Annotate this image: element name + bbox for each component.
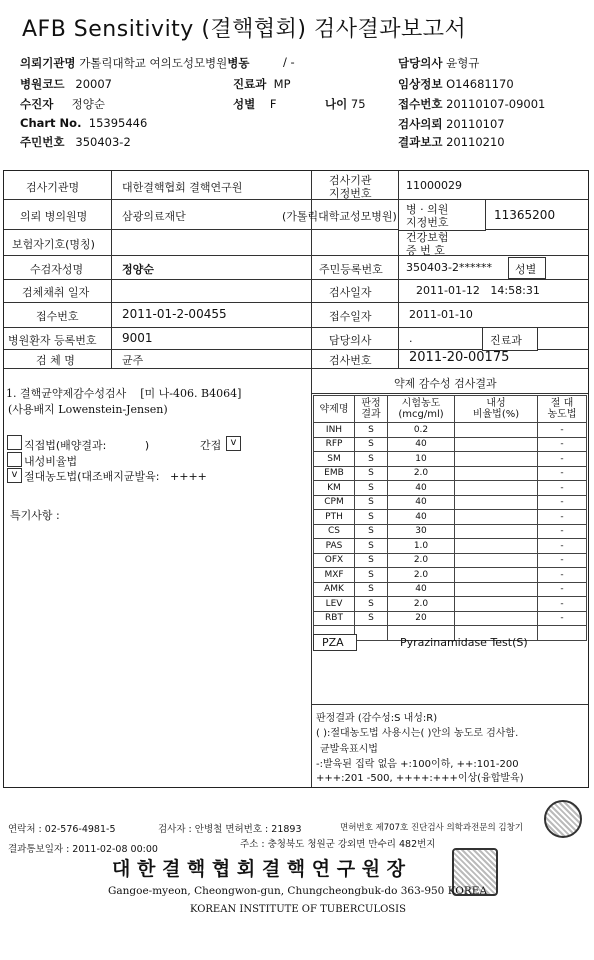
header-request-date: 검사의뢰 20110107 <box>398 117 505 131</box>
abs-cell: - <box>538 423 587 438</box>
drug-cell: CS <box>314 524 355 539</box>
drug-cell: KM <box>314 481 355 496</box>
abs-cell: - <box>538 437 587 452</box>
hosp-id-label-2: 지정번호 <box>406 216 449 229</box>
header-institution: 의뢰기관명 가톨릭대학교 여의도성모병원병동 <box>20 56 250 70</box>
footer-phone: 연락처 : 02-576-4981-5 <box>8 824 116 835</box>
receipt-no-label: 접수번호 <box>36 310 79 323</box>
medium-line: (사용배지 Lowenstein-Jensen) <box>8 403 168 416</box>
table-row <box>314 568 587 583</box>
lab-name-label: 검사기관명 <box>26 181 80 194</box>
report-title: AFB Sensitivity (결핵협회) 검사결과보고서 <box>22 17 467 42</box>
table-row <box>314 539 587 554</box>
ratio-cell <box>455 495 538 510</box>
method-line: 1. 결핵균약제감수성검사 [미 나-406. B4064] <box>6 387 242 400</box>
col-drug: 약제명 <box>314 396 355 423</box>
conc-cell: 40 <box>388 437 455 452</box>
hosp-id-value: 11365200 <box>494 208 556 222</box>
legend-line-5: +++:201 -500, ++++:+++이상(융합발육) <box>316 773 524 784</box>
lab-id-label-1: 검사기관 <box>329 174 372 187</box>
abs-cell: - <box>538 539 587 554</box>
specimen-value: 균주 <box>122 354 144 367</box>
doctor-label: 담당의사 <box>329 334 372 347</box>
ratio-cell <box>455 539 538 554</box>
conc-cell: 40 <box>388 582 455 597</box>
abs-cell: - <box>538 510 587 525</box>
result-cell: S <box>355 582 388 597</box>
conc-cell: 2.0 <box>388 553 455 568</box>
drug-cell: EMB <box>314 466 355 481</box>
org-name-en: KOREAN INSTITUTE OF TUBERCULOSIS <box>190 904 406 915</box>
drug-cell: LEV <box>314 597 355 612</box>
indirect-checkbox[interactable]: v <box>226 436 241 451</box>
specimen-label: 검 체 명 <box>36 354 75 367</box>
col-conc: 시험농도 (mcg/ml) <box>388 396 455 423</box>
test-no-value: 2011-20-00175 <box>409 350 510 365</box>
result-cell: S <box>355 568 388 583</box>
col-ratio: 내성 비율법(%) <box>455 396 538 423</box>
absolute-checkbox[interactable]: v <box>7 468 22 483</box>
result-cell: S <box>355 423 388 438</box>
drug-cell: MXF <box>314 568 355 583</box>
test-no-label: 검사번호 <box>329 354 372 367</box>
result-cell: S <box>355 524 388 539</box>
header-chart-no: Chart No. 15395446 <box>20 116 148 130</box>
conc-cell: 40 <box>388 510 455 525</box>
health-no-label-1: 건강보험 <box>406 231 449 244</box>
table-row <box>314 582 587 597</box>
director-seal <box>544 800 582 838</box>
conc-cell: 1.0 <box>388 539 455 554</box>
header-ward-value: / - <box>283 55 295 69</box>
drug-cell: RFP <box>314 437 355 452</box>
drug-cell: AMK <box>314 582 355 597</box>
remarks-label: 특기사항 : <box>10 509 60 522</box>
ratio-cell <box>455 611 538 626</box>
legend-line-2: ( ):절대농도법 사용시는( )안의 농도로 검사함. <box>316 728 519 739</box>
abs-cell: - <box>538 597 587 612</box>
result-cell: S <box>355 611 388 626</box>
conc-cell: 0.2 <box>388 423 455 438</box>
ratio-cell <box>455 582 538 597</box>
drug-cell: OFX <box>314 553 355 568</box>
patient-name-value: 정양순 <box>122 263 154 276</box>
dept-label: 진료과 <box>490 334 522 347</box>
test-date-value: 2011-01-12 14:58:31 <box>416 284 540 297</box>
abs-cell: - <box>538 466 587 481</box>
table-row <box>314 553 587 568</box>
insured-label: 보험자기호(명칭) <box>12 238 95 251</box>
sex-label: 성별 <box>515 263 537 276</box>
patient-reg-label: 병원환자 등록번호 <box>8 334 97 347</box>
ratio-cell <box>455 524 538 539</box>
lab-id-label-2: 지정번호 <box>329 187 372 200</box>
patient-reg-value: 9001 <box>122 331 153 345</box>
conc-cell: 40 <box>388 495 455 510</box>
ratio-cell <box>455 452 538 467</box>
ratio-cell <box>455 568 538 583</box>
conc-cell: 40 <box>388 481 455 496</box>
lab-id-value: 11000029 <box>406 179 462 192</box>
conc-cell: 2.0 <box>388 597 455 612</box>
footer-director: 면허번호 제707호 진단검사 의학과전문의 김창기 <box>340 823 524 833</box>
header-hospital-code: 병원코드 20007 <box>20 77 112 91</box>
ratio-cell <box>455 510 538 525</box>
footer-tester: 검사자 : 안병철 면허번호 : 21893 <box>158 824 302 835</box>
results-table <box>313 395 587 641</box>
table-row <box>314 452 587 467</box>
legend-line-4: -:발육된 집락 없음 +:100이하, ++:101-200 <box>316 759 519 770</box>
rrn-value: 350403-2****** <box>406 261 492 274</box>
table-row <box>314 423 587 438</box>
drug-cell: RBT <box>314 611 355 626</box>
absolute-label: 절대농도법(대조배지균발육: ++++ <box>24 470 207 483</box>
header-patient: 수진자 정양순 <box>20 97 105 111</box>
table-row <box>314 466 587 481</box>
collect-date-label: 검체채취 일자 <box>22 286 90 299</box>
org-address-en: Gangoe-myeon, Cheongwon-gun, Chungcheongbuk-do 363-950 KOREA <box>108 885 488 897</box>
result-cell: S <box>355 539 388 554</box>
ratio-cell <box>455 437 538 452</box>
ratio-cell <box>455 466 538 481</box>
footer-notify: 결과통보일자 : 2011-02-08 00:00 <box>8 844 158 855</box>
abs-cell: - <box>538 611 587 626</box>
header-rrn: 주민번호 350403-2 <box>20 135 131 149</box>
col-result: 판정 결과 <box>355 396 388 423</box>
test-date-label: 검사일자 <box>329 286 372 299</box>
rrn-label: 주민등록번호 <box>319 263 383 276</box>
legend-line-1: 판정결과 (감수성:S 내성:R) <box>316 713 438 724</box>
header-clinical-info: 임상정보 O14681170 <box>398 77 514 91</box>
result-cell: S <box>355 452 388 467</box>
indirect-label: 간접 <box>200 439 222 452</box>
req-hosp-sub: (가톨릭대학교성모병원) <box>282 210 397 223</box>
abs-cell: - <box>538 524 587 539</box>
pza-value: Pyrazinamidase Test(S) <box>400 636 528 649</box>
result-cell: S <box>355 510 388 525</box>
drug-cell: PAS <box>314 539 355 554</box>
table-row <box>314 597 587 612</box>
conc-cell: 2.0 <box>388 466 455 481</box>
header-age: 나이 75 <box>325 97 366 111</box>
abs-cell: - <box>538 481 587 496</box>
table-row <box>314 437 587 452</box>
ratio-cell <box>455 481 538 496</box>
drug-cell: INH <box>314 423 355 438</box>
results-heading: 약제 감수성 검사결과 <box>394 377 497 390</box>
table-row <box>314 524 587 539</box>
conc-cell: 20 <box>388 611 455 626</box>
org-name-ko: 대 한 결 핵 협 회 결 핵 연 구 원 장 <box>112 858 406 880</box>
receipt-date-value: 2011-01-10 <box>409 308 473 321</box>
header-report-date: 결과보고 20110210 <box>398 135 505 149</box>
col-abs: 절 대 농도법 <box>538 396 587 423</box>
conc-cell: 10 <box>388 452 455 467</box>
doctor-value: . <box>409 332 413 345</box>
legend-line-3: 균발육표시법 <box>320 744 378 755</box>
header-dept: 진료과 MP <box>233 77 291 91</box>
ratio-cell <box>455 597 538 612</box>
report-form <box>3 170 589 788</box>
receipt-date-label: 접수일자 <box>329 310 372 323</box>
direct-checkbox[interactable] <box>7 435 22 450</box>
abs-cell: - <box>538 568 587 583</box>
req-hosp-label: 의뢰 병의원명 <box>20 210 88 223</box>
abs-cell: - <box>538 553 587 568</box>
result-cell: S <box>355 495 388 510</box>
req-hosp-value: 삼광의료재단 <box>122 210 186 223</box>
lab-name-value: 대한결핵협회 결핵연구원 <box>122 181 243 194</box>
drug-cell: PTH <box>314 510 355 525</box>
footer-address: 주소 : 충청북도 청원군 강외면 만수리 482번지 <box>240 839 436 850</box>
proportion-label: 내성비율법 <box>24 455 78 468</box>
table-row <box>314 510 587 525</box>
header-doctor: 담당의사 윤형규 <box>398 56 480 70</box>
header-sex: 성별 F <box>233 97 277 111</box>
drug-cell: SM <box>314 452 355 467</box>
conc-cell: 2.0 <box>388 568 455 583</box>
result-cell: S <box>355 597 388 612</box>
drug-cell: CPM <box>314 495 355 510</box>
conc-cell: 30 <box>388 524 455 539</box>
table-row <box>314 611 587 626</box>
direct-label: 직접법(배양결과: ) <box>24 439 150 452</box>
hosp-id-label-1: 병 · 의원 <box>406 203 449 216</box>
health-no-label-2: 증 번 호 <box>406 244 445 257</box>
table-row <box>314 481 587 496</box>
table-row <box>314 495 587 510</box>
pza-label: PZA <box>322 636 344 649</box>
result-cell: S <box>355 437 388 452</box>
result-cell: S <box>355 481 388 496</box>
result-cell: S <box>355 553 388 568</box>
ratio-cell <box>455 423 538 438</box>
ratio-cell <box>455 553 538 568</box>
receipt-no-value: 2011-01-2-00455 <box>122 307 227 321</box>
abs-cell: - <box>538 452 587 467</box>
patient-name-label: 수검자성명 <box>30 263 84 276</box>
result-cell: S <box>355 466 388 481</box>
header-receipt: 접수번호 20110107-09001 <box>398 97 546 111</box>
abs-cell: - <box>538 495 587 510</box>
abs-cell: - <box>538 582 587 597</box>
proportion-checkbox[interactable] <box>7 452 22 467</box>
